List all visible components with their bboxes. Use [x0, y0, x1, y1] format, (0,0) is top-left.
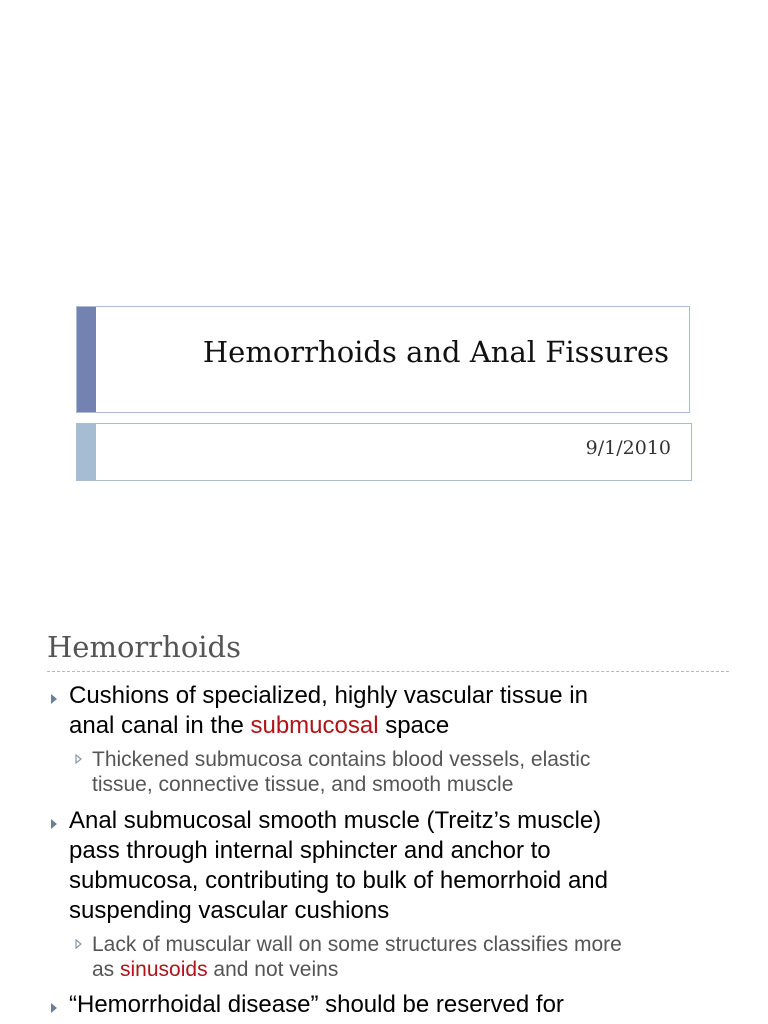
- slide-date: 9/1/2010: [585, 437, 671, 459]
- bullet-2-line-2: pass through internal sphincter and anchor to: [69, 837, 551, 864]
- bullet-2-line-1: Anal submucosal smooth muscle (Treitz’s muscle): [69, 807, 602, 834]
- sub-bullet-1-line-1: Thickened submucosa contains blood vessels, elastic: [92, 748, 591, 771]
- title-accent-bar: [77, 307, 96, 412]
- section-title: Hemorrhoids: [47, 630, 241, 664]
- title-divider: [47, 671, 729, 672]
- date-box: [76, 423, 692, 481]
- highlight-sinusoids: sinusoids: [120, 958, 208, 981]
- bullet-2-line-3: submucosa, contributing to bulk of hemorrhoid and: [69, 867, 608, 894]
- bullet-1-line-1: Cushions of specialized, highly vascular tissue in: [69, 682, 588, 709]
- sub-bullet-2-line-2: [92, 957, 338, 982]
- triangle-right-icon: [48, 814, 62, 834]
- bullet-2-line-4: suspending vascular cushions: [69, 897, 390, 924]
- triangle-right-icon: [48, 998, 62, 1018]
- triangle-right-icon: [73, 936, 85, 952]
- highlight-submucosal: submucosal: [250, 712, 379, 739]
- sub-bullet-2-line-2-pre: as: [92, 958, 121, 981]
- bullet-3-line-1: “Hemorrhoidal disease” should be reserved for: [69, 991, 564, 1018]
- bullet-1-line-2-pre: anal canal in the: [69, 712, 251, 739]
- sub-bullet-1-line-2: tissue, connective tissue, and smooth muscle: [92, 773, 514, 796]
- bullet-1-line-2-post: space: [378, 712, 450, 739]
- triangle-right-icon: [73, 751, 85, 767]
- sub-bullet-2-line-2-post: and not veins: [207, 958, 339, 981]
- date-accent-bar: [77, 424, 96, 480]
- title-box: [76, 306, 690, 413]
- sub-bullet-2-line-1: Lack of muscular wall on some structures classifies more: [92, 933, 622, 956]
- slide-title: Hemorrhoids and Anal Fissures: [202, 335, 669, 369]
- bullet-1-line-2: [69, 711, 449, 741]
- triangle-right-icon: [48, 689, 62, 709]
